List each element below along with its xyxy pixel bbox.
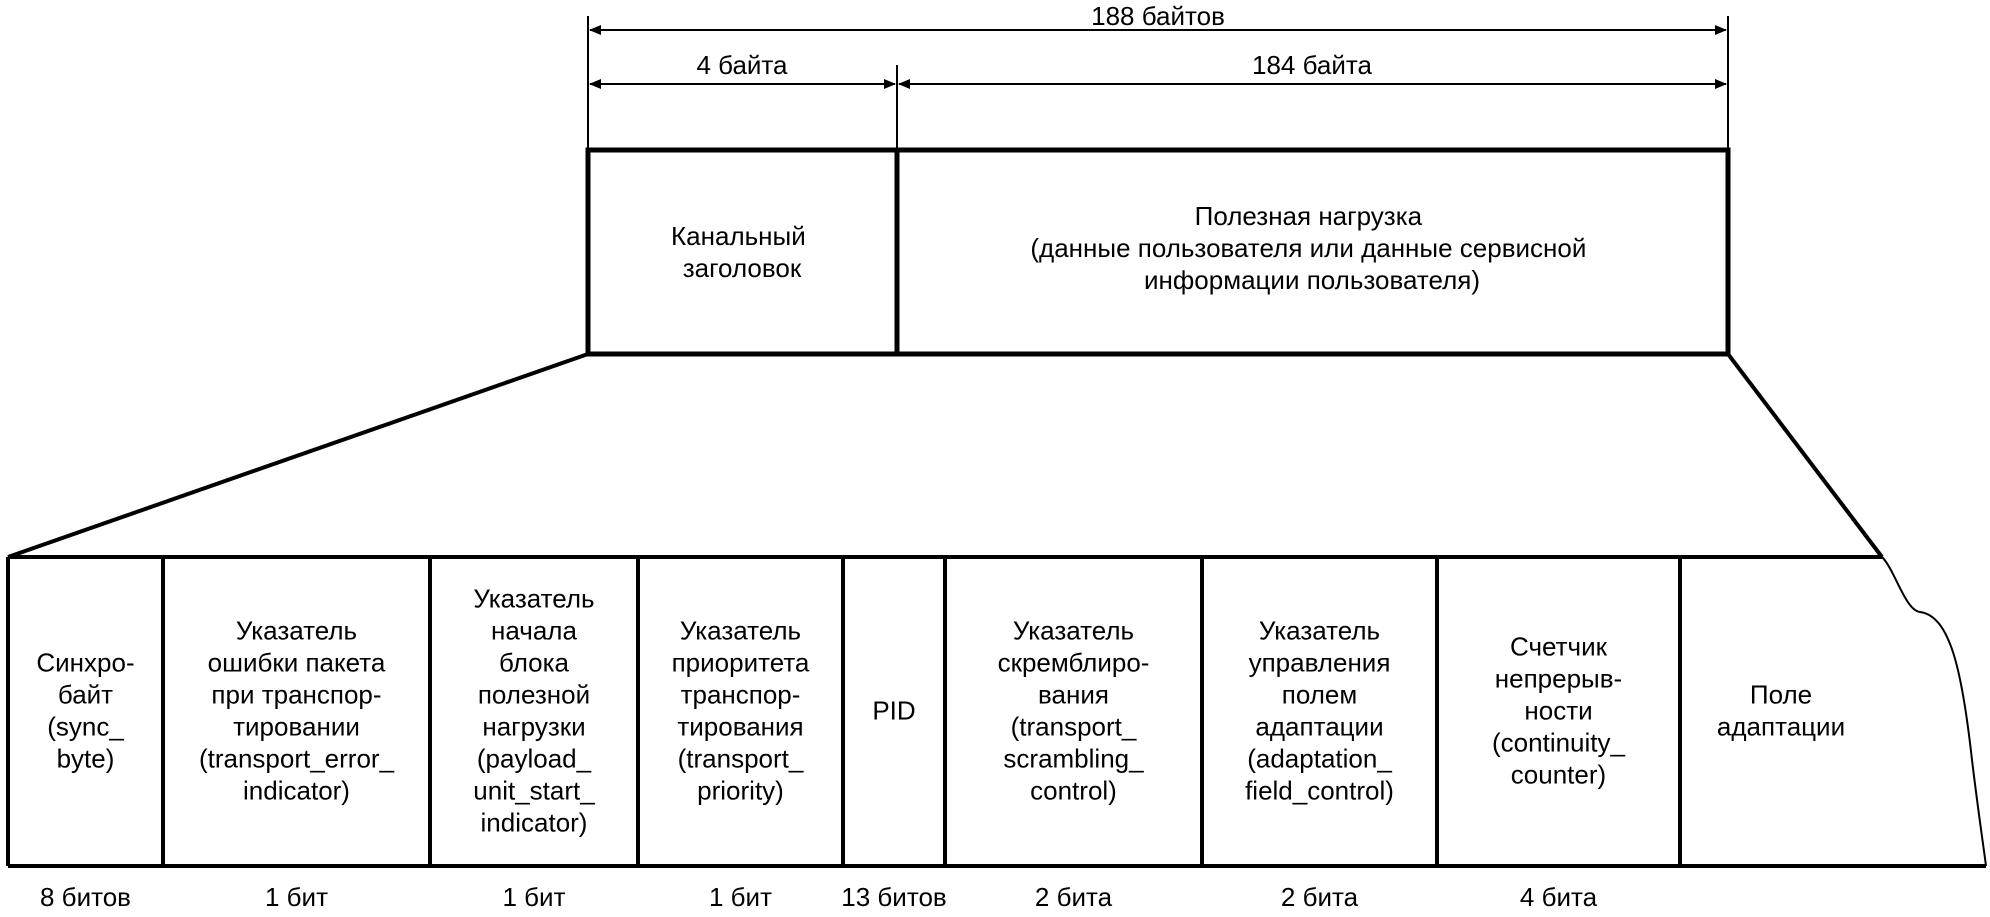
field-label-line: (transport_error_ xyxy=(198,743,395,774)
field-label xyxy=(872,696,915,726)
field-label-line: тировании xyxy=(233,711,360,742)
field-label xyxy=(998,616,1150,806)
header-fields xyxy=(36,557,1845,912)
field-label-line: Указатель xyxy=(1258,615,1381,646)
field-label-line: непрерыв- xyxy=(1494,663,1623,694)
field-label-line: (sync_ xyxy=(47,711,124,742)
field-label-line: блока xyxy=(498,647,570,678)
field-size-label: 1 бит xyxy=(264,882,329,912)
field-label-line: indicator) xyxy=(480,807,588,838)
field-size-label: 1 бит xyxy=(502,882,566,912)
field-label xyxy=(1245,616,1394,806)
field-label xyxy=(199,616,395,806)
field-label-line: Указатель xyxy=(235,615,358,646)
field-label-line: байт xyxy=(57,679,114,710)
payload-label-line: (данные пользователя или данные сервисной xyxy=(1030,233,1587,263)
field-label xyxy=(1492,632,1625,790)
field-label-line: (payload_ xyxy=(476,743,592,774)
field-label-line: Поле xyxy=(1749,679,1813,710)
fields-break-edge xyxy=(1882,557,1986,866)
field-label-line: scrambling_ xyxy=(1003,743,1144,774)
field-size-label: 1 бит xyxy=(708,882,773,912)
field-label-line: byte) xyxy=(56,743,115,774)
field-size-label: 2 бита xyxy=(1034,882,1113,912)
field-label-line: полем xyxy=(1281,679,1358,710)
field-label xyxy=(36,648,134,774)
field-label-line: начала xyxy=(491,615,577,646)
header-box xyxy=(588,150,897,354)
field-label-line: field_control) xyxy=(1245,775,1394,806)
field-label-line: нагрузки xyxy=(482,711,586,742)
field-label-line: (adaptation_ xyxy=(1247,743,1392,774)
field-label-line: полезной xyxy=(477,679,591,710)
field-label-line: Указатель xyxy=(679,615,802,646)
field-label xyxy=(1717,680,1845,742)
expansion-line-right xyxy=(1728,354,1882,557)
field-label-line: ошибки пакета xyxy=(207,647,386,678)
expansion-line-left xyxy=(8,354,588,557)
field-label-line: тирования xyxy=(677,711,804,742)
field-label xyxy=(672,616,810,806)
dim-payload-label: 184 байта xyxy=(1252,50,1372,80)
field-label-line: транспор- xyxy=(680,679,801,710)
field-label-line: indicator) xyxy=(243,775,350,806)
payload-label-line: Полезная нагрузка xyxy=(1194,201,1423,231)
dim-header-label: 4 байта xyxy=(696,50,788,80)
field-size-label: 2 бита xyxy=(1280,882,1359,912)
field-size-label: 8 битов xyxy=(40,882,131,912)
field-label-line: Указатель xyxy=(1012,615,1135,646)
field-label-line: ности xyxy=(1524,695,1593,726)
field-label-line: unit_start_ xyxy=(473,775,595,806)
field-label xyxy=(473,584,595,838)
field-label-line: приоритета xyxy=(671,647,810,678)
field-label-line: адаптации xyxy=(1716,711,1846,742)
field-label-line: вания xyxy=(1038,679,1109,710)
field-label-line: скремблиро- xyxy=(997,647,1150,678)
field-size-label: 13 битов xyxy=(841,882,947,912)
field-label-line: управления xyxy=(1248,647,1391,678)
field-label-line: Счетчик xyxy=(1510,631,1607,662)
field-label-line: priority) xyxy=(697,775,784,806)
field-label-line: (continuity_ xyxy=(1492,727,1625,758)
field-label-line: Синхро- xyxy=(36,647,135,678)
field-label-line: адаптации xyxy=(1255,711,1384,742)
header-label-line: заголовок xyxy=(682,253,802,283)
field-label-line: PID xyxy=(872,695,916,726)
dim-total-label: 188 байтов xyxy=(1091,1,1225,31)
field-label-line: (transport_ xyxy=(1010,711,1137,742)
field-label-line: при транспор- xyxy=(211,679,382,710)
field-label-line: (transport_ xyxy=(677,743,804,774)
field-label-line: counter) xyxy=(1510,759,1607,790)
field-size-label: 4 бита xyxy=(1519,882,1598,912)
header-label-line: Канальный xyxy=(671,221,806,251)
field-label-line: control) xyxy=(1030,775,1117,806)
field-label-line: Указатель xyxy=(473,583,595,614)
payload-label-line: информации пользователя) xyxy=(1144,265,1480,295)
